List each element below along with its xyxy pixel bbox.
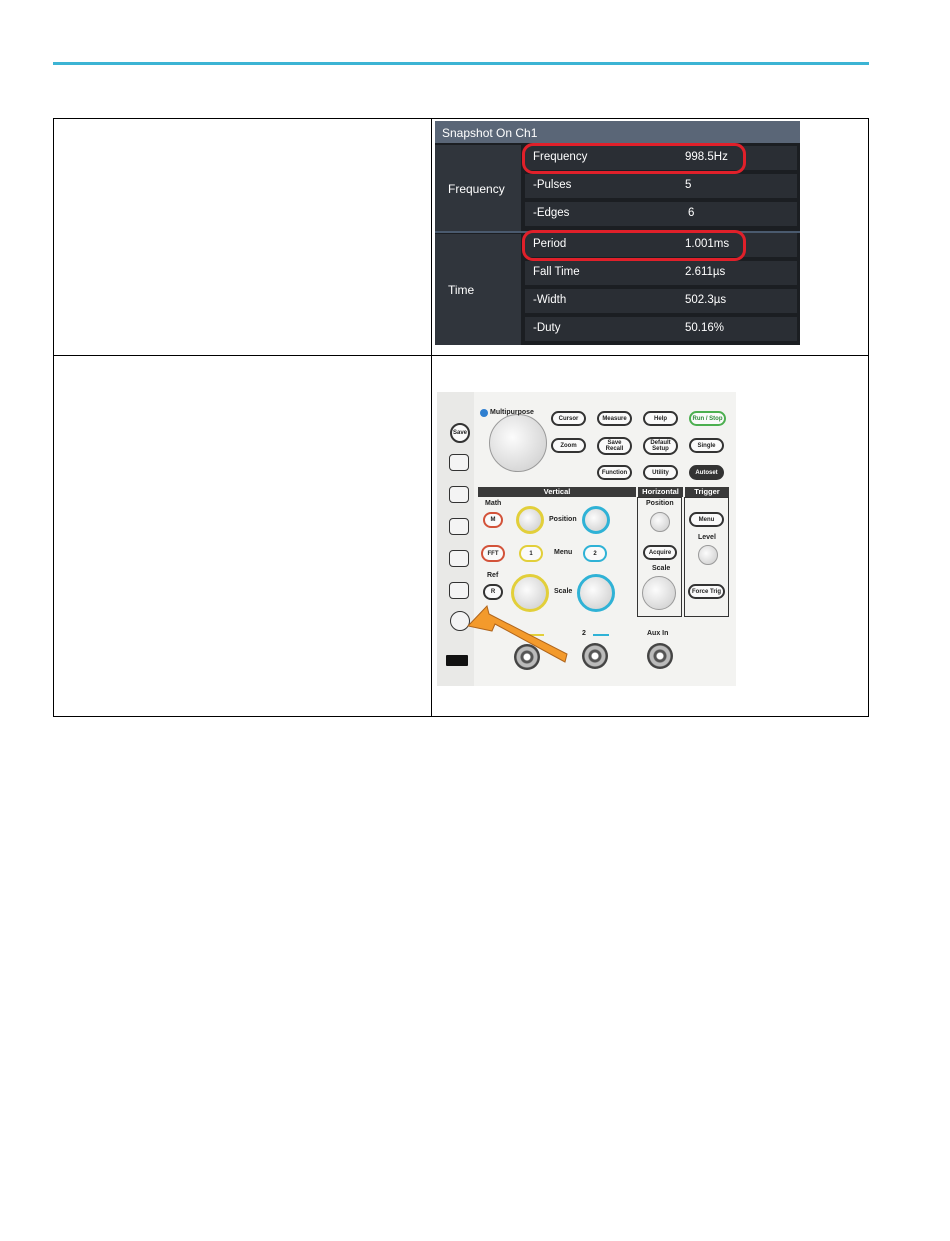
measurement-value: 502.3µs [685,294,727,306]
ch2-menu-button[interactable]: 2 [583,545,607,562]
measurement-value: 1.001ms [685,238,730,250]
cursor-button[interactable]: Cursor [551,411,586,426]
menu-label: Menu [554,549,573,556]
input-2-label: 2 [582,630,586,637]
period-highlight [522,230,746,261]
measurement-row-width [525,289,797,313]
level-label: Level [698,534,716,541]
save-button[interactable]: Save [450,423,470,443]
ref-label: Ref [487,572,499,579]
math-label: Math [485,500,502,507]
group-label-frequency: Frequency [435,145,521,232]
horizontal-scale-label: Scale [652,565,671,572]
header-rule [53,62,869,65]
snapshot-panel [435,121,800,345]
utility-button[interactable]: Utility [643,465,678,480]
multipurpose-label: Multipurpose [490,409,534,416]
trigger-menu-button[interactable]: Menu [689,512,724,527]
measurement-value: 2.611µs [685,266,726,278]
measurement-name: -Width [533,294,567,306]
snapshot-title: Snapshot On Ch1 [435,121,800,143]
measurement-value: 998.5Hz [685,151,728,163]
trigger-section-header: Trigger [685,487,729,497]
help-button[interactable]: Help [643,411,678,426]
acquire-button[interactable]: Acquire [643,545,677,560]
measurement-value: 50.16% [685,322,725,334]
save-recall-button[interactable]: Save Recall [597,437,632,455]
measurement-name: Frequency [533,151,588,163]
frequency-highlight [522,143,746,174]
math-button[interactable]: M [483,512,503,528]
table-column-divider [431,119,432,716]
measurement-row-edges [525,202,797,226]
measurement-value: 5 [685,179,692,191]
scale-label: Scale [554,588,573,595]
measurement-name: -Duty [533,322,561,334]
ch1-menu-button[interactable]: 1 [519,545,543,562]
horizontal-position-label: Position [646,500,674,507]
force-trig-button[interactable]: Force Trig [688,584,725,599]
fft-button[interactable]: FFT [481,545,505,562]
measurement-value: 6 [688,207,695,219]
table-row-divider [54,355,868,356]
measurement-name: Fall Time [533,266,580,278]
position-label: Position [549,516,577,523]
zoom-button[interactable]: Zoom [551,438,586,453]
function-button[interactable]: Function [597,465,632,480]
default-setup-button[interactable]: Default Setup [643,437,678,455]
ref-button[interactable]: R [483,584,503,600]
pointer-arrow-icon [437,392,736,686]
measurement-row-pulses [525,174,797,198]
oscilloscope-front-panel [437,392,736,686]
single-button[interactable]: Single [689,438,724,453]
measurement-name: -Pulses [533,179,572,191]
measurement-name: Period [533,238,567,250]
measure-button[interactable]: Measure [597,411,632,426]
group-label-time: Time [435,234,521,345]
measurement-row-fall-time [525,261,797,285]
run-stop-button[interactable]: Run / Stop [689,411,726,426]
autoset-button[interactable]: Autoset [689,465,724,480]
measurement-row-duty [525,317,797,341]
vertical-section-header: Vertical [478,487,636,497]
horizontal-section-header: Horizontal [638,487,683,497]
measurement-name: -Edges [533,207,570,219]
aux-in-label: Aux In [647,630,669,637]
